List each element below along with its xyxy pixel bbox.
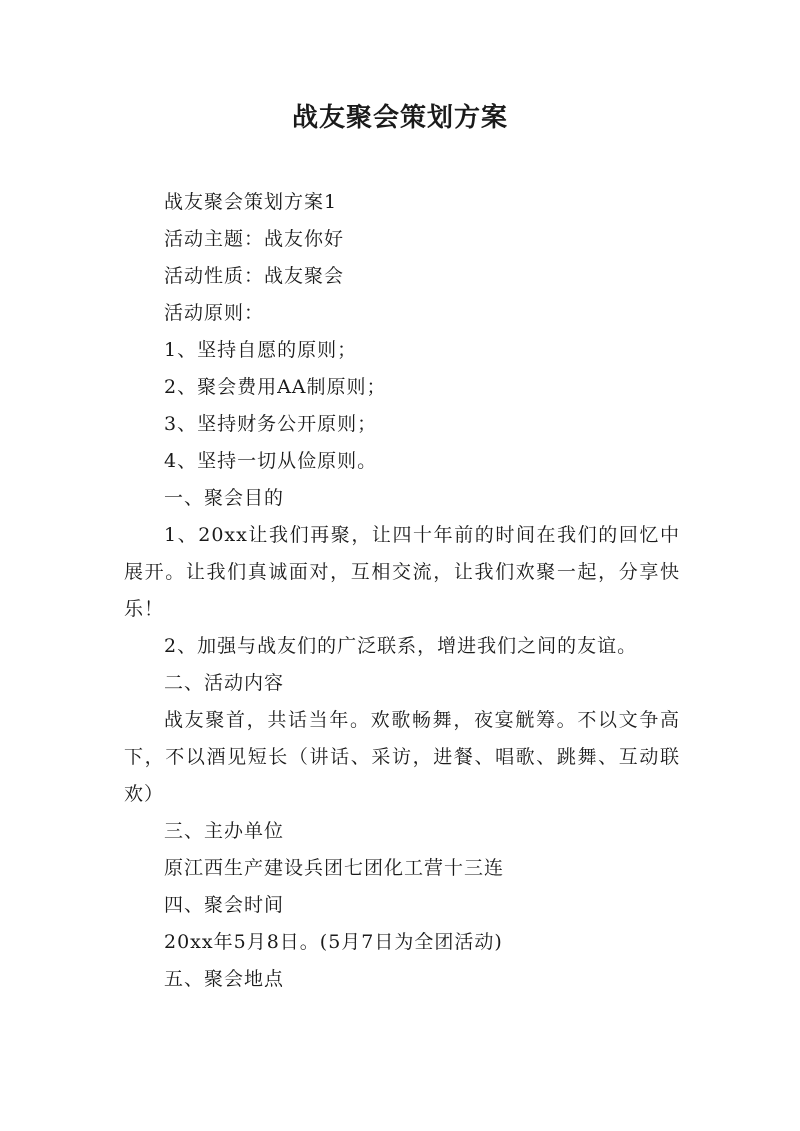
principle-item: 3、坚持财务公开原则；	[164, 413, 378, 435]
section-heading-time: 四、聚会时间	[164, 894, 285, 916]
event-date: 20xx年5月8日。(5月7日为全团活动)	[164, 931, 503, 953]
principle-item: 4、坚持一切从俭原则。	[164, 450, 378, 472]
purpose-paragraph-2: 2、加强与战友们的广泛联系，增进我们之间的友谊。	[164, 635, 638, 657]
document-title: 战友聚会策划方案	[291, 103, 508, 133]
content-paragraph: 战友聚首，共话当年。欢歌畅舞，夜宴觥筹。不以文争高下，不以酒见短长（讲话、采访，进餐、唱歌、跳舞、互动联欢）	[124, 709, 680, 805]
principle-item: 1、坚持自愿的原则；	[164, 339, 358, 361]
purpose-paragraph-1: 1、20xx让我们再聚，让四十年前的时间在我们的回忆中展开。让我们真诚面对，互相交流，让我们欢聚一起，分享快乐！	[124, 524, 680, 620]
activity-theme: 活动主题：战友你好	[164, 228, 345, 250]
section-heading-location: 五、聚会地点	[164, 968, 285, 990]
section-heading-purpose: 一、聚会目的	[164, 487, 285, 509]
principle-item: 2、聚会费用AA制原则；	[164, 376, 387, 398]
organizer-name: 原江西生产建设兵团七团化工营十三连	[164, 857, 505, 879]
activity-principles-heading: 活动原则：	[164, 302, 265, 324]
subtitle-line: 战友聚会策划方案1	[164, 191, 338, 213]
activity-nature: 活动性质：战友聚会	[164, 265, 345, 287]
section-heading-organizer: 三、主办单位	[164, 820, 285, 842]
document-body	[124, 184, 680, 998]
section-heading-content: 二、活动内容	[164, 672, 285, 694]
